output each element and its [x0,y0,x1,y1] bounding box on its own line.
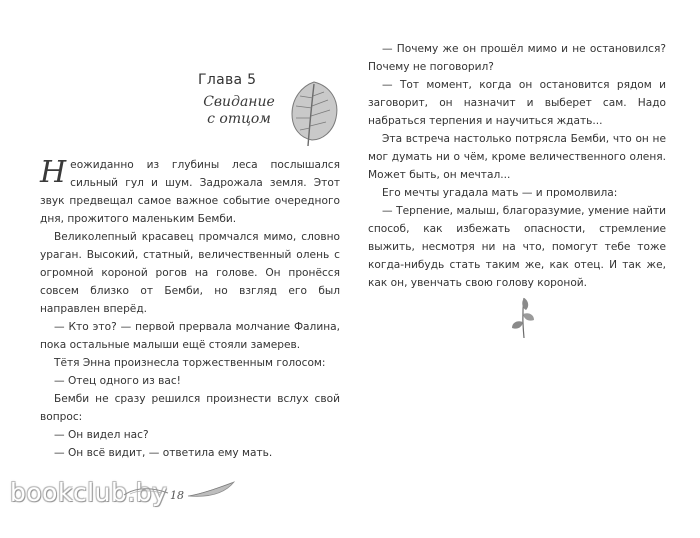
left-page [40,60,340,462]
chapter-label: Глава 5 [198,72,257,88]
paragraph: — Кто это? — первой прервала молчание Фалина, пока остальные малыши ещё стояли замерев. [40,321,340,351]
feather-icon [122,483,170,503]
feather-icon [186,480,236,502]
watermark-logo: bookclub.by [10,478,168,507]
drop-cap: Н [40,155,67,190]
chapter-title-line1: Свидание [203,94,275,110]
left-page-text [40,156,340,462]
paragraph: Великолепный красавец промчался мимо, словно ураган. Высокий, статный, величественный олень с огромной короной рогов на голове. Он пронёсся совсем близко от Бемби, но взгляд его был направлен вперёд. [40,231,340,315]
chapter-heading [40,60,340,156]
right-page [368,40,666,292]
sprig-icon [508,292,538,340]
paragraph: — Он видел нас? [54,429,149,441]
page-number: 18 [170,489,184,502]
leaf-icon [286,78,342,148]
right-page-text [368,40,666,292]
paragraph: Его мечты угадала мать — и промолвила: [382,187,618,199]
paragraph: — Отец одного из вас! [54,375,181,387]
paragraph: Тётя Энна произнесла торжественным голосом: [54,357,326,369]
chapter-title-line2: с отцом [207,111,271,127]
paragraph: Бемби не сразу решился произнести вслух свой вопрос: [40,393,340,423]
paragraph: Неожиданно из глубины леса послышался сильный гул и шум. Задрожала земля. Этот звук предвещал самое важное событие очередного дня, прожитого маленьким Бемби. [40,155,340,225]
paragraph: — Тот момент, когда он остановится рядом и заговорит, он назначит и выберет сам. Надо набраться терпения и научиться ждать... [368,79,666,127]
paragraph: Эта встреча настолько потрясла Бемби, что он не мог думать ни о чём, кроме величественного оленя. Может быть, он мечтал... [368,133,666,181]
paragraph: — Почему же он прошёл мимо и не остановился? Почему не поговорил? [368,43,666,73]
paragraph: — Он всё видит, — ответила ему мать. [54,447,273,459]
paragraph: — Терпение, малыш, благоразумие, умение найти способ, как избежать опасности, стремление выжить, несмотря ни на что, помогут тебе тоже когда-нибудь стать таким же, как отец. И так же, как он, увенчать свою голову короной. [368,205,666,289]
chapter-title [194,94,284,128]
